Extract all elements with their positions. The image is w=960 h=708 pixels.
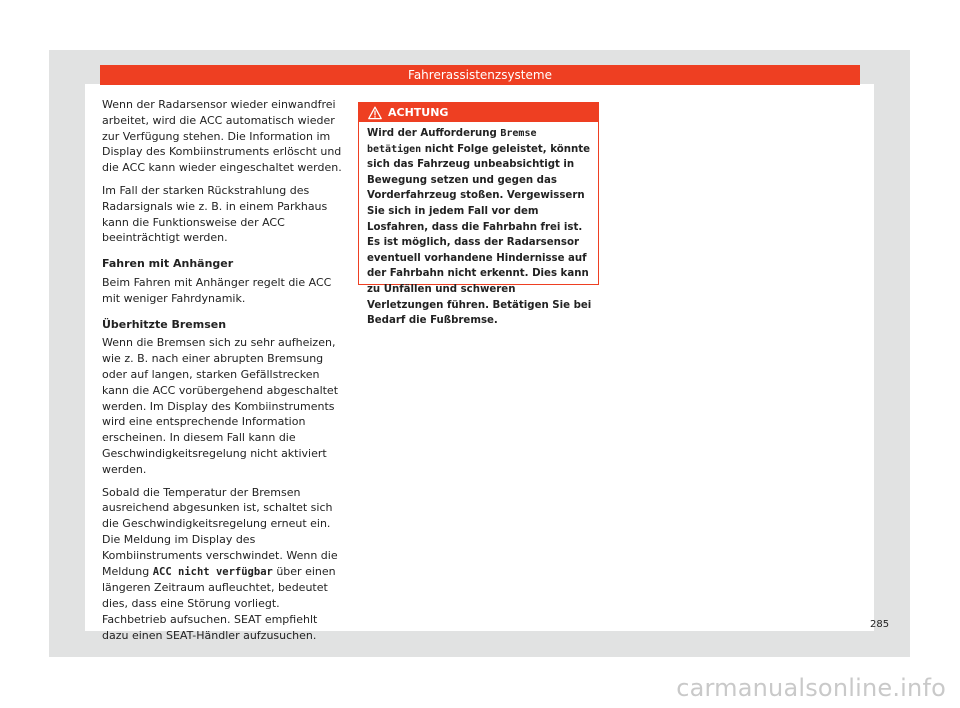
page-number: 285	[870, 619, 890, 630]
heading-brakes: Überhitzte Bremsen	[102, 317, 227, 331]
paragraph-radar-reflection: Im Fall der starken Rückstrahlung des Radarsignals wie z. B. in einem Parkhaus kann die Funktionsweise der ACC beeinträchtigt werden.	[102, 183, 328, 245]
message-code: ACC nicht verfügbar	[152, 565, 273, 578]
warning-header	[359, 103, 598, 122]
paragraph-brakes-cool	[102, 485, 344, 644]
warning-title: ACHTUNG	[388, 106, 449, 119]
heading-trailer: Fahren mit Anhänger	[102, 257, 234, 271]
warning-code: Bremse betätigen	[367, 128, 537, 155]
warning-box	[358, 102, 599, 327]
warning-text-start: Wird der Aufforderung	[367, 128, 501, 139]
paragraph-radar-restored: Wenn der Radarsensor wieder einwandfrei arbeitet, wird die ACC automatisch wieder zur Verfügung stehen. Die Information im Display des Kombiinstruments erlöscht und die ACC kann wieder eingeschaltet werden.	[102, 98, 342, 175]
paragraph-brakes-hot: Wenn die Bremsen sich zu sehr aufheizen, wie z. B. nach einer abrupten Bremsung oder auf langen, starken Gefällstrecken kann die ACC vorübergehend abgeschaltet werden. Im Display des Kombiinstruments wird eine entsprechende Information erscheinen. In diesem Fall kann die Geschwindigkeitsregelung nicht aktiviert werden.	[102, 336, 339, 476]
paragraph-trailer: Beim Fahren mit Anhänger regelt die ACC mit weniger Fahrdynamik.	[102, 275, 332, 305]
warning-text	[359, 122, 598, 329]
main-text-column	[102, 97, 344, 651]
paragraph-brakes-cool-start: Sobald die Temperatur der Bremsen ausreichend abgesunken ist, schaltet sich die Geschwindigkeitsregelung erneut ein. Die Meldung im Display des Kombiinstruments verschwindet. Wenn die Meldung	[102, 485, 338, 578]
section-title: Fahrerassistenzsysteme	[408, 68, 552, 82]
watermark: carmanualsonline.info	[676, 674, 946, 702]
warning-text-end: nicht Folge geleistet, könnte sich das Fahrzeug unbeabsichtigt in Bewegung setzen und gegen das Vorderfahrzeug stoßen. Vergewissern Sie sich in jedem Fall vor dem Losfahren, dass die Fahrbahn frei ist. Es ist möglich, dass der Radarsensor eventuell vorhandene Hindernisse auf der Fahrbahn nicht erkennt. Dies kann zu Unfällen und schweren Verletzungen führen. Betätigen Sie bei Bedarf die Fußbremse.	[367, 143, 592, 327]
section-header	[100, 65, 860, 85]
paragraph-brakes-cool-end: über einen längeren Zeitraum aufleuchtet, bedeutet dies, dass eine Störung vorliegt. Fachbetrieb aufsuchen. SEAT empfiehlt dazu einen SEAT-Händler aufzusuchen.	[102, 564, 336, 642]
warning-triangle-icon	[368, 106, 382, 120]
